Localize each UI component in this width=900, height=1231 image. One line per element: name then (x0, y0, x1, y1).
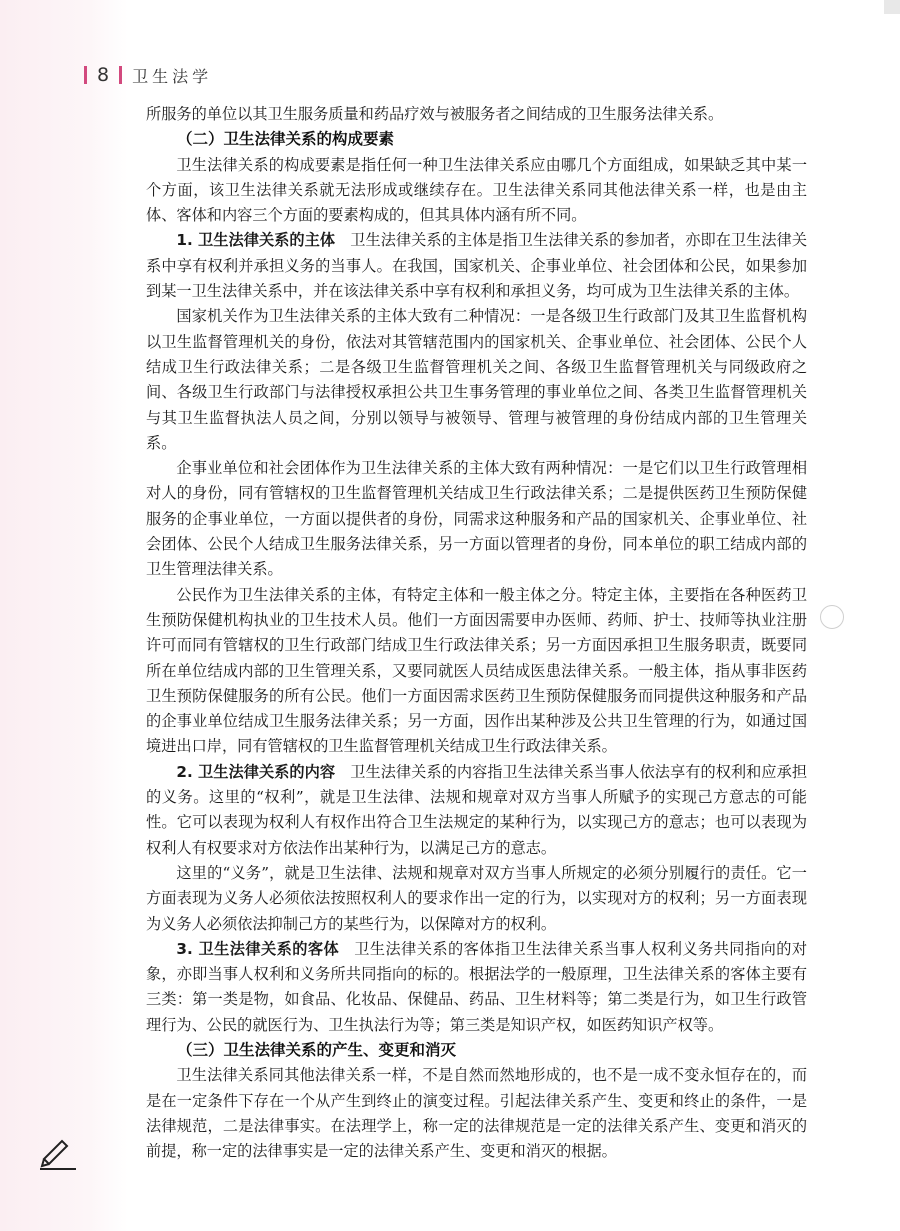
paragraph (146, 937, 807, 1038)
circle-mark-icon (820, 605, 844, 629)
paragraph-text: 企事业单位和社会团体作为卫生法律关系的主体大致有两种情况：一是它们以卫生行政管理相对人的身份，同有管辖权的卫生监督管理机关结成卫生行政法律关系；二是提供医药卫生预防保健服务的企事业单位，一方面以提供者的身份，同需求这种服务和产品的国家机关、企事业单位、社会团体、公民个人结成卫生服务法律关系，另一方面以管理者的身份，同本单位的职工结成内部的卫生管理法律关系。 (146, 459, 807, 579)
paragraph-text: 卫生法律关系同其他法律关系一样，不是自然而然地形成的，也不是一成不变永恒存在的，而是在一定条件下存在一个从产生到终止的演变过程。引起法律关系产生、变更和终止的条件，一是法律规范，二是法律事实。在法理学上，称一定的法律规范是一定的法律关系产生、变更和消灭的前提，称一定的法律事实是一定的法律关系产生、变更和消灭的根据。 (146, 1066, 807, 1161)
page-number: 8 (97, 64, 110, 86)
paragraph-text: 卫生法律关系的主体是指卫生法律关系的参加者，亦即在卫生法律关系中享有权利并承担义务的当事人。在我国，国家机关、企事业单位、社会团体和公民，如果参加到某一卫生法律关系中，并在该法律关系中享有权利和承担义务，均可成为卫生法律关系的主体。 (146, 231, 808, 301)
corner-tab (884, 0, 900, 14)
paragraph (146, 228, 807, 304)
pencil-note-icon (38, 1135, 78, 1171)
paragraph (146, 760, 807, 861)
paragraph (146, 102, 807, 127)
page-margin-band (0, 0, 128, 1231)
paragraph-text: 所服务的单位以其卫生服务质量和药品疗效与被服务者之间结成的卫生服务法律关系。 (146, 105, 724, 123)
paragraph (146, 1063, 807, 1164)
paragraph-text: 这里的“义务”，就是卫生法律、法规和规章对双方当事人所规定的必须分别履行的责任。它一方面表现为义务人必须依法按照权利人的要求作出一定的行为，以实现对方的权利；另一方面表现为义务人必须依法抑制己方的某些行为，以保障对方的权利。 (146, 863, 807, 933)
paragraph-lead: 1. 卫生法律关系的主体 (176, 231, 336, 250)
paragraph-text: 卫生法律关系的客体指卫生法律关系当事人权利义务共同指向的对象，亦即当事人权利和义务所共同指向的标的。根据法学的一般原理，卫生法律关系的客体主要有三类：第一类是物，如食品、化妆品、保健品、药品、卫生材料等；第二类是行为，如卫生行政管理行为、公民的就医行为、卫生执法行为等；第三类是知识产权，如医药知识产权等。 (146, 939, 808, 1034)
body-text (146, 102, 807, 1164)
paragraph-text: 公民作为卫生法律关系的主体，有特定主体和一般主体之分。特定主体，主要指在各种医药卫生预防保健机构执业的卫生技术人员。他们一方面因需要申办医师、药师、护士、技师等执业注册许可而同有管辖权的卫生行政部门结成卫生行政法律关系；另一方面因承担卫生服务职责，既要同所在单位结成内部的卫生管理关系，又要同就医人员结成医患法律关系。一般主体，指从事非医药卫生预防保健服务的所有公民。他们一方面因需求医药卫生预防保健服务而同提供这种服务和产品的企事业单位结成卫生服务法律关系；另一方面，因作出某种涉及公共卫生管理的行为，如通过国境进出口岸，同有管辖权的卫生监督管理机关结成卫生行政法律关系。 (146, 585, 807, 756)
paragraph (146, 153, 807, 229)
paragraph-text: 卫生法律关系的内容指卫生法律关系当事人依法享有的权利和应承担的义务。这里的“权利”，就是卫生法律、法规和规章对双方当事人所赋予的实现己方意志的可能性。它可以表现为权利人有权作出符合卫生法规定的某种行为，以实现己方的意志；也可以表现为权利人有权要求对方依法作出某种行为，以满足己方的意志。 (146, 762, 808, 857)
section-heading: （二）卫生法律关系的构成要素 (177, 130, 395, 149)
paragraph (146, 583, 807, 760)
paragraph-lead: 3. 卫生法律关系的客体 (176, 939, 340, 958)
paragraph (146, 861, 807, 937)
running-title: 卫生法学 (132, 66, 213, 86)
header-bar-right (119, 66, 122, 84)
header-bar-left (84, 66, 87, 84)
paragraph-text: 卫生法律关系的构成要素是指任何一种卫生法律关系应由哪几个方面组成，如果缺乏其中某一个方面，该卫生法律关系就无法形成或继续存在。卫生法律关系同其他法律关系一样，也是由主体、客体和内容三个方面的要素构成的，但其具体内涵有所不同。 (146, 155, 807, 225)
section-heading: （三）卫生法律关系的产生、变更和消灭 (177, 1040, 457, 1059)
running-header (84, 62, 212, 88)
paragraph-text: 国家机关作为卫生法律关系的主体大致有二种情况：一是各级卫生行政部门及其卫生监督机构以卫生监督管理机关的身份，依法对其管辖范围内的国家机关、企事业单位、社会团体、公民个人结成卫生行政法律关系；二是各级卫生监督管理机关之间、各级卫生监督管理机关与同级政府之间、各级卫生行政部门与法律授权承担公共卫生事务管理的事业单位之间、各类卫生监督管理机关与其卫生监督执法人员之间，分别以领导与被领导、管理与被管理的身份结成内部的卫生管理关系。 (146, 307, 807, 452)
paragraph-lead: 2. 卫生法律关系的内容 (176, 762, 336, 781)
paragraph (146, 456, 807, 582)
paragraph (146, 304, 807, 456)
